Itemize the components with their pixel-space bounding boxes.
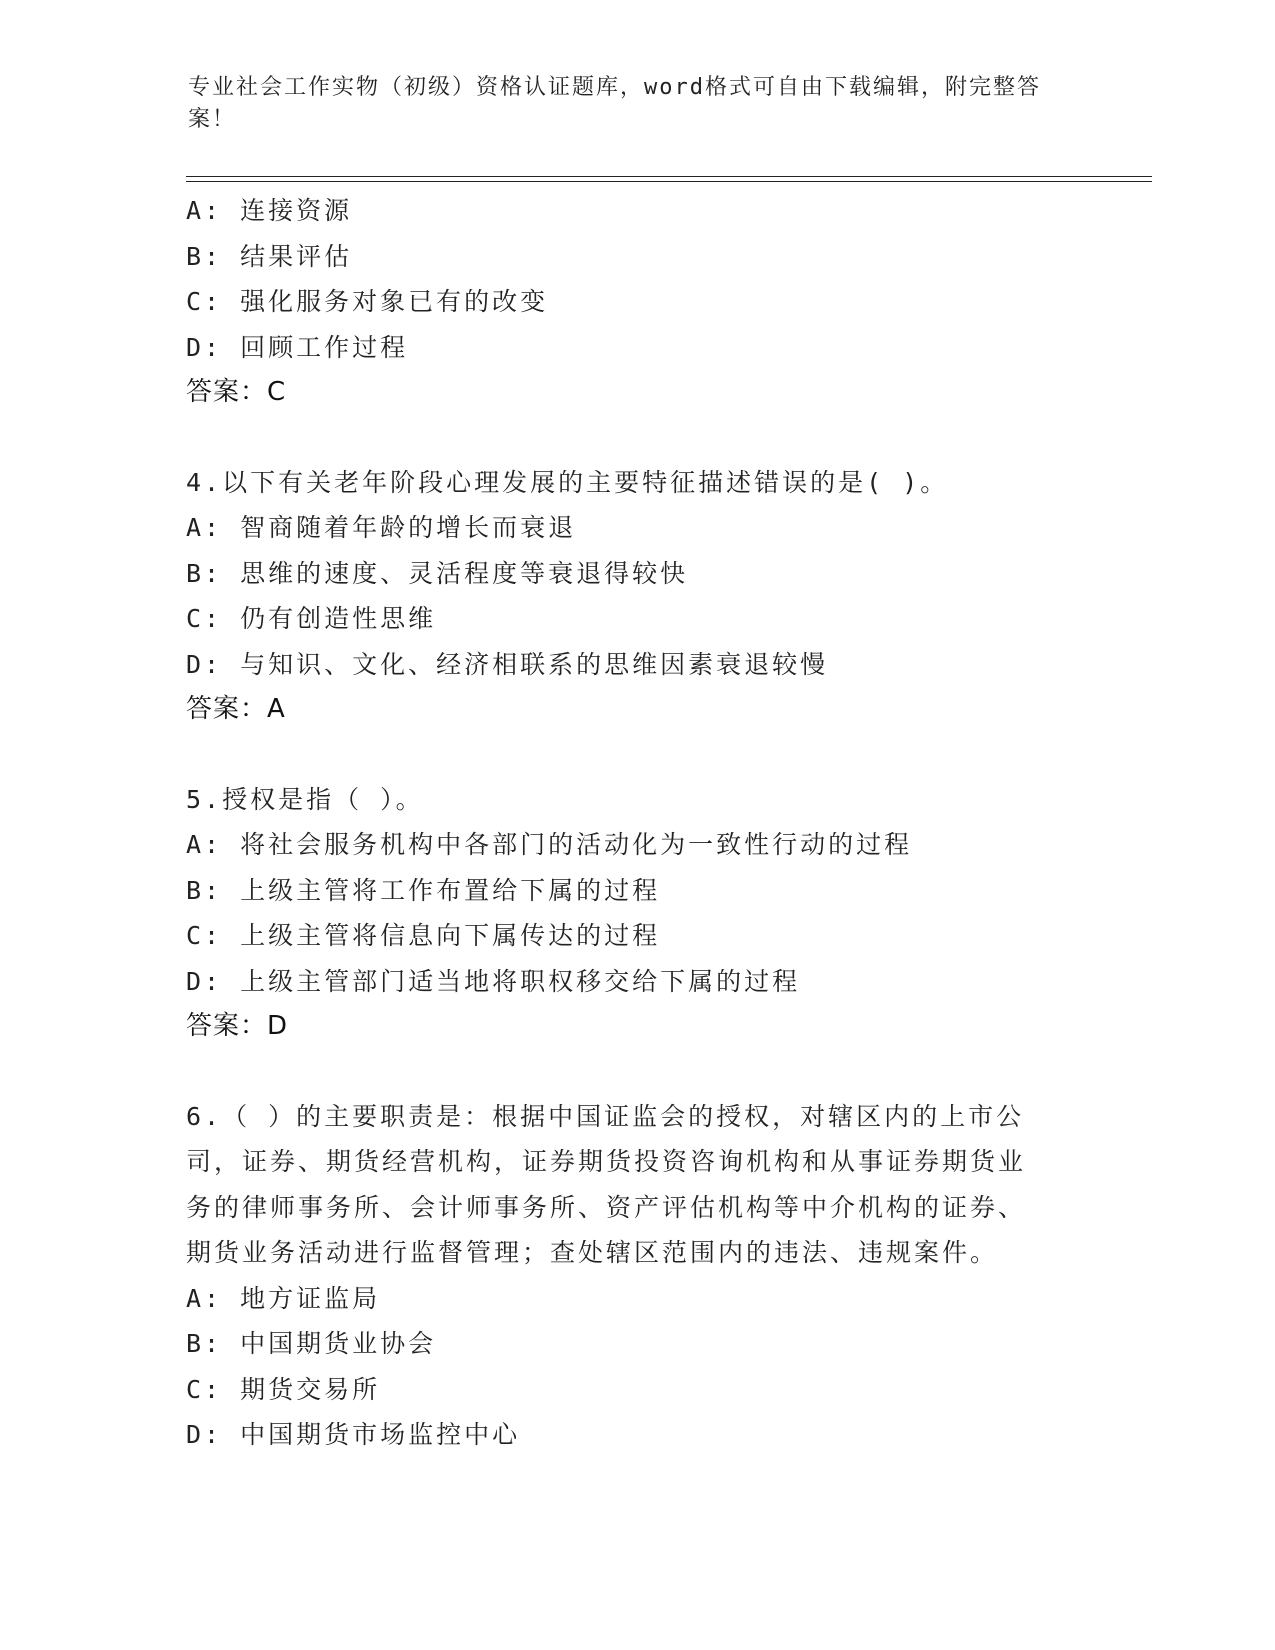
option-b: B: 思维的速度、灵活程度等衰退得较快 <box>186 558 689 588</box>
option-c: C: 上级主管将信息向下属传达的过程 <box>186 921 661 950</box>
option-a: A: 连接资源 <box>186 196 353 225</box>
option-d: D: 中国期货市场监控中心 <box>186 1420 521 1449</box>
question-stem: 4.以下有关老年阶段心理发展的主要特征描述错误的是( )。 <box>186 467 949 497</box>
option-a: A: 地方证监局 <box>186 1283 381 1313</box>
option-d: D: 上级主管部门适当地将职权移交给下属的过程 <box>186 966 801 996</box>
answer-label: 答案：D <box>186 1011 289 1041</box>
question-stem: 5.授权是指（ ）。 <box>186 784 424 814</box>
header-rule-bottom <box>186 181 1152 182</box>
option-a: A: 智商随着年龄的增长而衰退 <box>186 513 577 542</box>
option-c: C: 期货交易所 <box>186 1374 381 1404</box>
option-b: B: 结果评估 <box>186 241 353 271</box>
question-stem-line-2: 司，证券、期货经营机构，证券期货投资咨询机构和从事证券期货业 <box>186 1147 1027 1176</box>
option-d: D: 与知识、文化、经济相联系的思维因素衰退较慢 <box>186 649 829 679</box>
question-4 <box>186 460 1086 733</box>
option-c: C: 仍有创造性思维 <box>186 604 437 633</box>
question-list <box>186 188 1086 1458</box>
question-5 <box>186 777 1086 1050</box>
document-header: 专业社会工作实物（初级）资格认证题库，word格式可自由下载编辑，附完整答案！ <box>188 75 1041 132</box>
option-b: B: 上级主管将工作布置给下属的过程 <box>186 875 661 905</box>
option-a: A: 将社会服务机构中各部门的活动化为一致性行动的过程 <box>186 830 913 859</box>
question-stem-line-3: 务的律师事务所、会计师事务所、资产评估机构等中介机构的证券、 <box>186 1192 1027 1222</box>
option-b: B: 中国期货业协会 <box>186 1329 437 1358</box>
answer-label: 答案：A <box>186 694 286 724</box>
header-rule-top <box>186 176 1152 177</box>
question-stem-line-4: 期货业务活动进行监督管理；查处辖区范围内的违法、违规案件。 <box>186 1238 999 1267</box>
question-stem-line-1: 6.（ ）的主要职责是：根据中国证监会的授权，对辖区内的上市公 <box>186 1101 1025 1131</box>
question-3 <box>186 188 1086 416</box>
question-6 <box>186 1094 1086 1458</box>
option-d: D: 回顾工作过程 <box>186 332 409 362</box>
option-c: C: 强化服务对象已有的改变 <box>186 287 549 316</box>
answer-label: 答案：C <box>186 377 287 407</box>
